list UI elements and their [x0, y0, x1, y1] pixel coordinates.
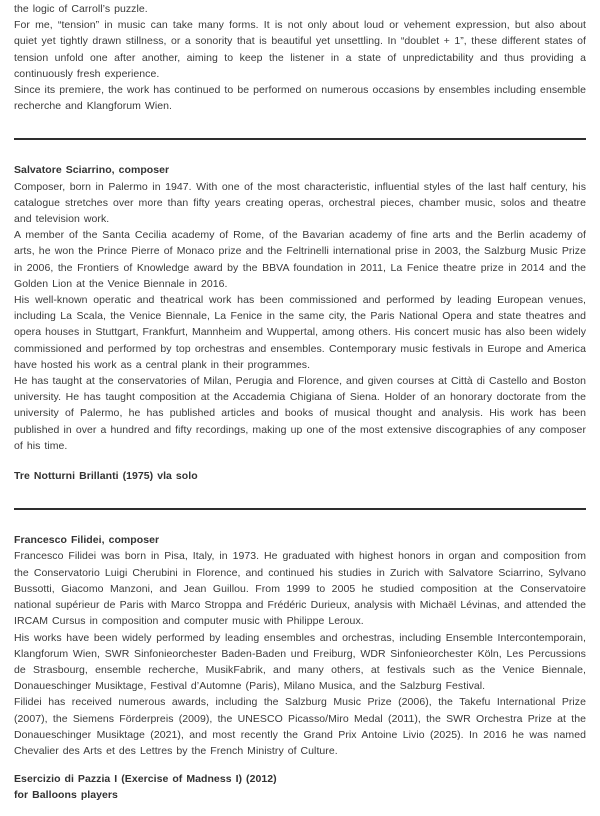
work-title-filidei: Esercizio di Pazzia I (Exercise of Madness I) (2012): [14, 773, 277, 786]
composer-heading-filidei: Francesco Filidei, composer: [14, 534, 160, 547]
composer-heading-sciarrino: Salvatore Sciarrino, composer: [14, 164, 170, 177]
bio-paragraph: His well-known operatic and theatrical work has been commissioned and performed by leading European venues, including La Scala, the Venice Biennale, La Fenice in the same city, the Paris National Opera and state theatres and opera houses in Stuttgart, Frankfurt, Mannheim and Wuppertal, among others. His concert music has also been widely commissioned and performed by top orchestras and ensembles. Contemporary music festivals in Europe and America have hosted his work as a central plank in their programmes.: [14, 294, 586, 371]
bio-paragraph: Filidei has received numerous awards, including the Salzburg Music Prize (2006), the Takefu International Prize (2007), the Siemens Förderpreis (2009), the UNESCO Picasso/Miro Medal (2011), the SWR Orchestra Prize at the Donaueschinger Musiktage (2021), and most recently the Grand Prix Antoine Livio (2025). In 2016 he was named Chevalier des Arts et des Lettres by the French Ministry of Culture.: [14, 696, 586, 757]
section-divider: [14, 138, 586, 140]
section-divider: [14, 508, 586, 510]
bio-paragraph: His works have been widely performed by leading ensembles and orchestras, including Ensemble Intercontemporain, Klangforum Wien, SWR Sinfonieorchester Baden-Baden und Freiburg, WDR Sinfonieorchester Köln, Les Percussions de Strasbourg, ensemble recherche, MusikFabrik, and many others, at festivals such as the Venice Biennale, Donaueschinger Musiktage, Festival d’Automne (Paris), Milano Musica, and the Salzburg Festival.: [14, 631, 586, 693]
bio-paragraph: Composer, born in Palermo in 1947. With one of the most characteristic, influential styles of the last half century, his catalogue stretches over more than fifty years creating operas, orchestral pieces, chamber music, solos and theatre and television work.: [14, 180, 586, 226]
note-paragraph: the logic of Carroll’s puzzle.: [14, 3, 148, 15]
bio-paragraph: A member of the Santa Cecilia academy of Rome, of the Bavarian academy of fine arts and the Berlin academy of arts, he won the Prince Pierre of Monaco prize and the Feltrinelli international prise in 2003, the Salzburg Music Prize in 2006, the Frontiers of Knowledge award by the BBVA foundation in 2011, La Fenice theatre prize in 2014 and the Golden Lion at the Venice Biennale in 2016.: [14, 229, 586, 290]
bio-paragraph: Francesco Filidei was born in Pisa, Italy, in 1973. He graduated with highest honors in organ and composition from the Conservatorio Luigi Cherubini in Florence, and continued his studies in Zurich with Salvatore Sciarrino, Sylvano Bussotti, Giacomo Manzoni, and Jean Guillou. From 1999 to 2005 he studied composition at the Conservatoire national supérieur de Paris with Marco Stroppa and Frédéric Durieux, analysis with Michaël Lévinas, and attended the IRCAM Cursus in composition and computer music with Philippe Leroux.: [14, 550, 586, 628]
filidei-section: [14, 532, 586, 803]
note-paragraph: For me, “tension” in music can take many forms. It is not only about loud or vehement expression, but also about quiet yet tightly drawn stillness, or a sonority that is beautiful yet unsettling. In “doublet + 1”, these different states of tension unfold one after another, aiming to keep the listener in a state of unpredictability and thus providing a continuously fresh experience.: [14, 19, 586, 80]
bio-paragraph: He has taught at the conservatories of Milan, Perugia and Florence, and given courses at Città di Castello and Boston university. He has taught composition at the Accademia Chigiana of Siena. Holder of an honorary doctorate from the university of Palermo, he has published articles and books of musical thought and analysis. His work has been published in over a hundred and fifty recordings, making up one of the most extensive discographies of any composer of his time.: [14, 375, 586, 452]
work-note-section: [14, 1, 586, 114]
note-paragraph: Since its premiere, the work has continued to be performed on numerous occasions by ensembles including ensemble recherche and Klangforum Wien.: [14, 84, 586, 113]
sciarrino-section: [14, 162, 586, 484]
work-subtitle-filidei: for Balloons players: [14, 789, 118, 802]
work-title-sciarrino: Tre Notturni Brillanti (1975) vla solo: [14, 470, 198, 483]
